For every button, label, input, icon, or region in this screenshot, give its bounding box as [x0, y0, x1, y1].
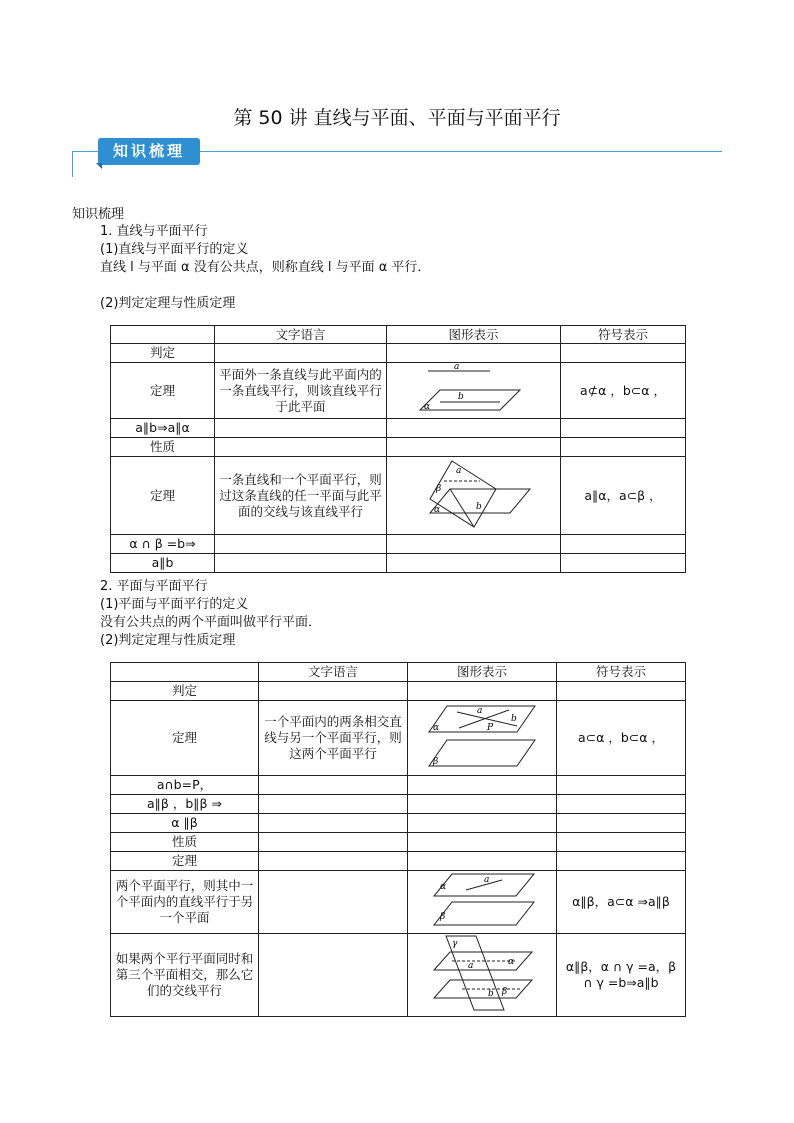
fig-label-alpha: α [440, 882, 447, 892]
table-cell [215, 419, 387, 438]
fig-label-p: P [487, 723, 494, 733]
part1-def-heading: (1)直线与平面平行的定义 [100, 242, 249, 257]
table-row [111, 682, 686, 701]
fig-label-beta: β [435, 483, 441, 494]
table-cell [557, 682, 686, 701]
figure-line-parallel-plane [414, 364, 534, 414]
fig-label-b: b [475, 501, 482, 512]
fig-label-a: a [453, 363, 459, 372]
section-banner: 知识梳理 [98, 138, 200, 165]
table-cell [557, 833, 686, 852]
table-row [111, 554, 686, 573]
table-cell [215, 438, 387, 457]
figure-cell-line-plane-judge [387, 363, 561, 419]
table-cell: 性质 [111, 833, 259, 852]
table-row [111, 535, 686, 554]
fig-label-beta: β [440, 912, 446, 922]
fig-label-alpha: α [433, 723, 440, 733]
table-cell [259, 934, 408, 1017]
table-row [111, 344, 686, 363]
table-cell [215, 554, 387, 573]
table-cell: α∥β，a⊂α ⇒a∥β [557, 871, 686, 934]
table-cell [561, 438, 686, 457]
table-row [111, 457, 686, 535]
table-row [111, 833, 686, 852]
table-header-row [111, 326, 686, 344]
part2-def-text: 没有公共点的两个平面叫做平行平面． [100, 615, 322, 630]
table-row [111, 419, 686, 438]
part2-thm-heading: (2)判定定理与性质定理 [100, 633, 236, 648]
table-cell [561, 554, 686, 573]
banner-corner [72, 151, 73, 177]
table-cell [408, 795, 557, 814]
table-cell: 如果两个平行平面同时和第三个平面相交，那么它们的交线平行 [111, 934, 259, 1017]
table-cell [557, 776, 686, 795]
table-row [111, 795, 686, 814]
table-cell [215, 344, 387, 363]
table-row [111, 776, 686, 795]
fig-label-beta: β [502, 987, 508, 997]
table-cell [259, 814, 408, 833]
table-cell: a⊂α ，b⊂α ， [557, 701, 686, 776]
table-plane-plane [110, 662, 686, 1017]
table-cell [387, 344, 561, 363]
table-cell [259, 833, 408, 852]
fig-label-a: a [484, 875, 490, 885]
table-cell: 平面外一条直线与此平面内的一条直线平行，则该直线平行于此平面 [215, 363, 387, 419]
table-cell: 两个平面平行，则其中一个平面内的直线平行于另一个平面 [111, 871, 259, 934]
table-header-cell: 图形表示 [408, 663, 557, 682]
page-title: 第 50 讲 直线与平面、平面与平面平行 [233, 107, 561, 129]
table-cell [561, 535, 686, 554]
table-cell [259, 682, 408, 701]
table-cell: a∥b⇒a∥α [111, 419, 215, 438]
table-cell [408, 776, 557, 795]
figure-third-plane-intersection [422, 934, 542, 1012]
table-header-cell: 文字语言 [215, 326, 387, 344]
table-cell [387, 535, 561, 554]
table-header-cell: 文字语言 [259, 663, 408, 682]
table-line-plane [110, 325, 686, 573]
fig-label-b: b [511, 714, 517, 724]
fig-label-beta: β [433, 757, 439, 767]
table-cell [557, 795, 686, 814]
table-cell [259, 795, 408, 814]
table-cell [557, 814, 686, 833]
table-cell: a∥b [111, 554, 215, 573]
table-row [111, 934, 686, 1017]
table-cell [408, 814, 557, 833]
figure-cell-plane-property-1 [408, 871, 557, 934]
table-cell [408, 833, 557, 852]
table-cell: 定理 [111, 363, 215, 419]
table-row [111, 438, 686, 457]
table-cell [557, 852, 686, 871]
fig-label-a: a [455, 465, 461, 476]
figure-cell-plane-judge [408, 701, 557, 776]
fig-label-b: b [457, 391, 464, 402]
table-cell: a∥β ，b∥β ⇒ [111, 795, 259, 814]
table-cell: 定理 [111, 457, 215, 535]
figure-cell-line-plane-property [387, 457, 561, 535]
fig-label-alpha: α [433, 504, 440, 515]
table-cell: α∥β，α ∩ γ =a，β ∩ γ =b⇒a∥b [557, 934, 686, 1017]
table-cell [259, 871, 408, 934]
table-cell: 判定 [111, 682, 259, 701]
table-row [111, 871, 686, 934]
table-cell [387, 554, 561, 573]
table-header-row [111, 663, 686, 682]
table-header-cell [111, 326, 215, 344]
table-row [111, 814, 686, 833]
fig-label-a: a [477, 706, 483, 716]
section-label: 知识梳理 [72, 207, 125, 222]
table-row [111, 852, 686, 871]
table-cell [561, 344, 686, 363]
fig-label-a: a [468, 961, 474, 971]
fig-label-b: b [488, 989, 494, 999]
table-cell: α ∩ β =b⇒ [111, 535, 215, 554]
part1-def-text: 直线 l 与平面 α 没有公共点，则称直线 l 与平面 α 平行． [100, 260, 431, 275]
figure-two-parallel-planes-judge [417, 702, 547, 770]
figure-parallel-planes-line [422, 871, 542, 929]
table-cell: 一条直线和一个平面平行，则过这条直线的任一平面与此平面的交线与该直线平行 [215, 457, 387, 535]
table-cell [387, 438, 561, 457]
table-cell [408, 682, 557, 701]
figure-cell-plane-property-2 [408, 934, 557, 1017]
table-cell: a∩b=P， [111, 776, 259, 795]
table-cell: 一个平面内的两条相交直线与另一个平面平行，则这两个平面平行 [259, 701, 408, 776]
table-header-cell: 符号表示 [561, 326, 686, 344]
table-cell [561, 419, 686, 438]
table-cell: 定理 [111, 701, 259, 776]
part1-thm-heading: (2)判定定理与性质定理 [100, 296, 236, 311]
table-cell: a⊄α ，b⊂α ， [561, 363, 686, 419]
part2-def-heading: (1)平面与平面平行的定义 [100, 597, 249, 612]
table-cell [259, 776, 408, 795]
table-cell [259, 852, 408, 871]
table-cell: a∥α，a⊂β ， [561, 457, 686, 535]
fig-label-alpha: α [423, 401, 430, 412]
table-header-cell [111, 663, 259, 682]
table-header-cell: 图形表示 [387, 326, 561, 344]
table-cell: 判定 [111, 344, 215, 363]
fig-label-alpha: α [508, 957, 515, 967]
part2-heading: 2. 平面与平面平行 [100, 579, 208, 594]
table-row [111, 701, 686, 776]
banner-fold [96, 163, 102, 169]
table-cell: 性质 [111, 438, 215, 457]
fig-label-gamma: γ [452, 939, 458, 949]
table-cell: 定理 [111, 852, 259, 871]
table-cell [387, 419, 561, 438]
table-cell [408, 852, 557, 871]
part1-heading: 1. 直线与平面平行 [100, 224, 208, 239]
table-cell: α ∥β [111, 814, 259, 833]
figure-plane-intersection [414, 459, 534, 529]
table-header-cell: 符号表示 [557, 663, 686, 682]
table-cell [215, 535, 387, 554]
table-row [111, 363, 686, 419]
